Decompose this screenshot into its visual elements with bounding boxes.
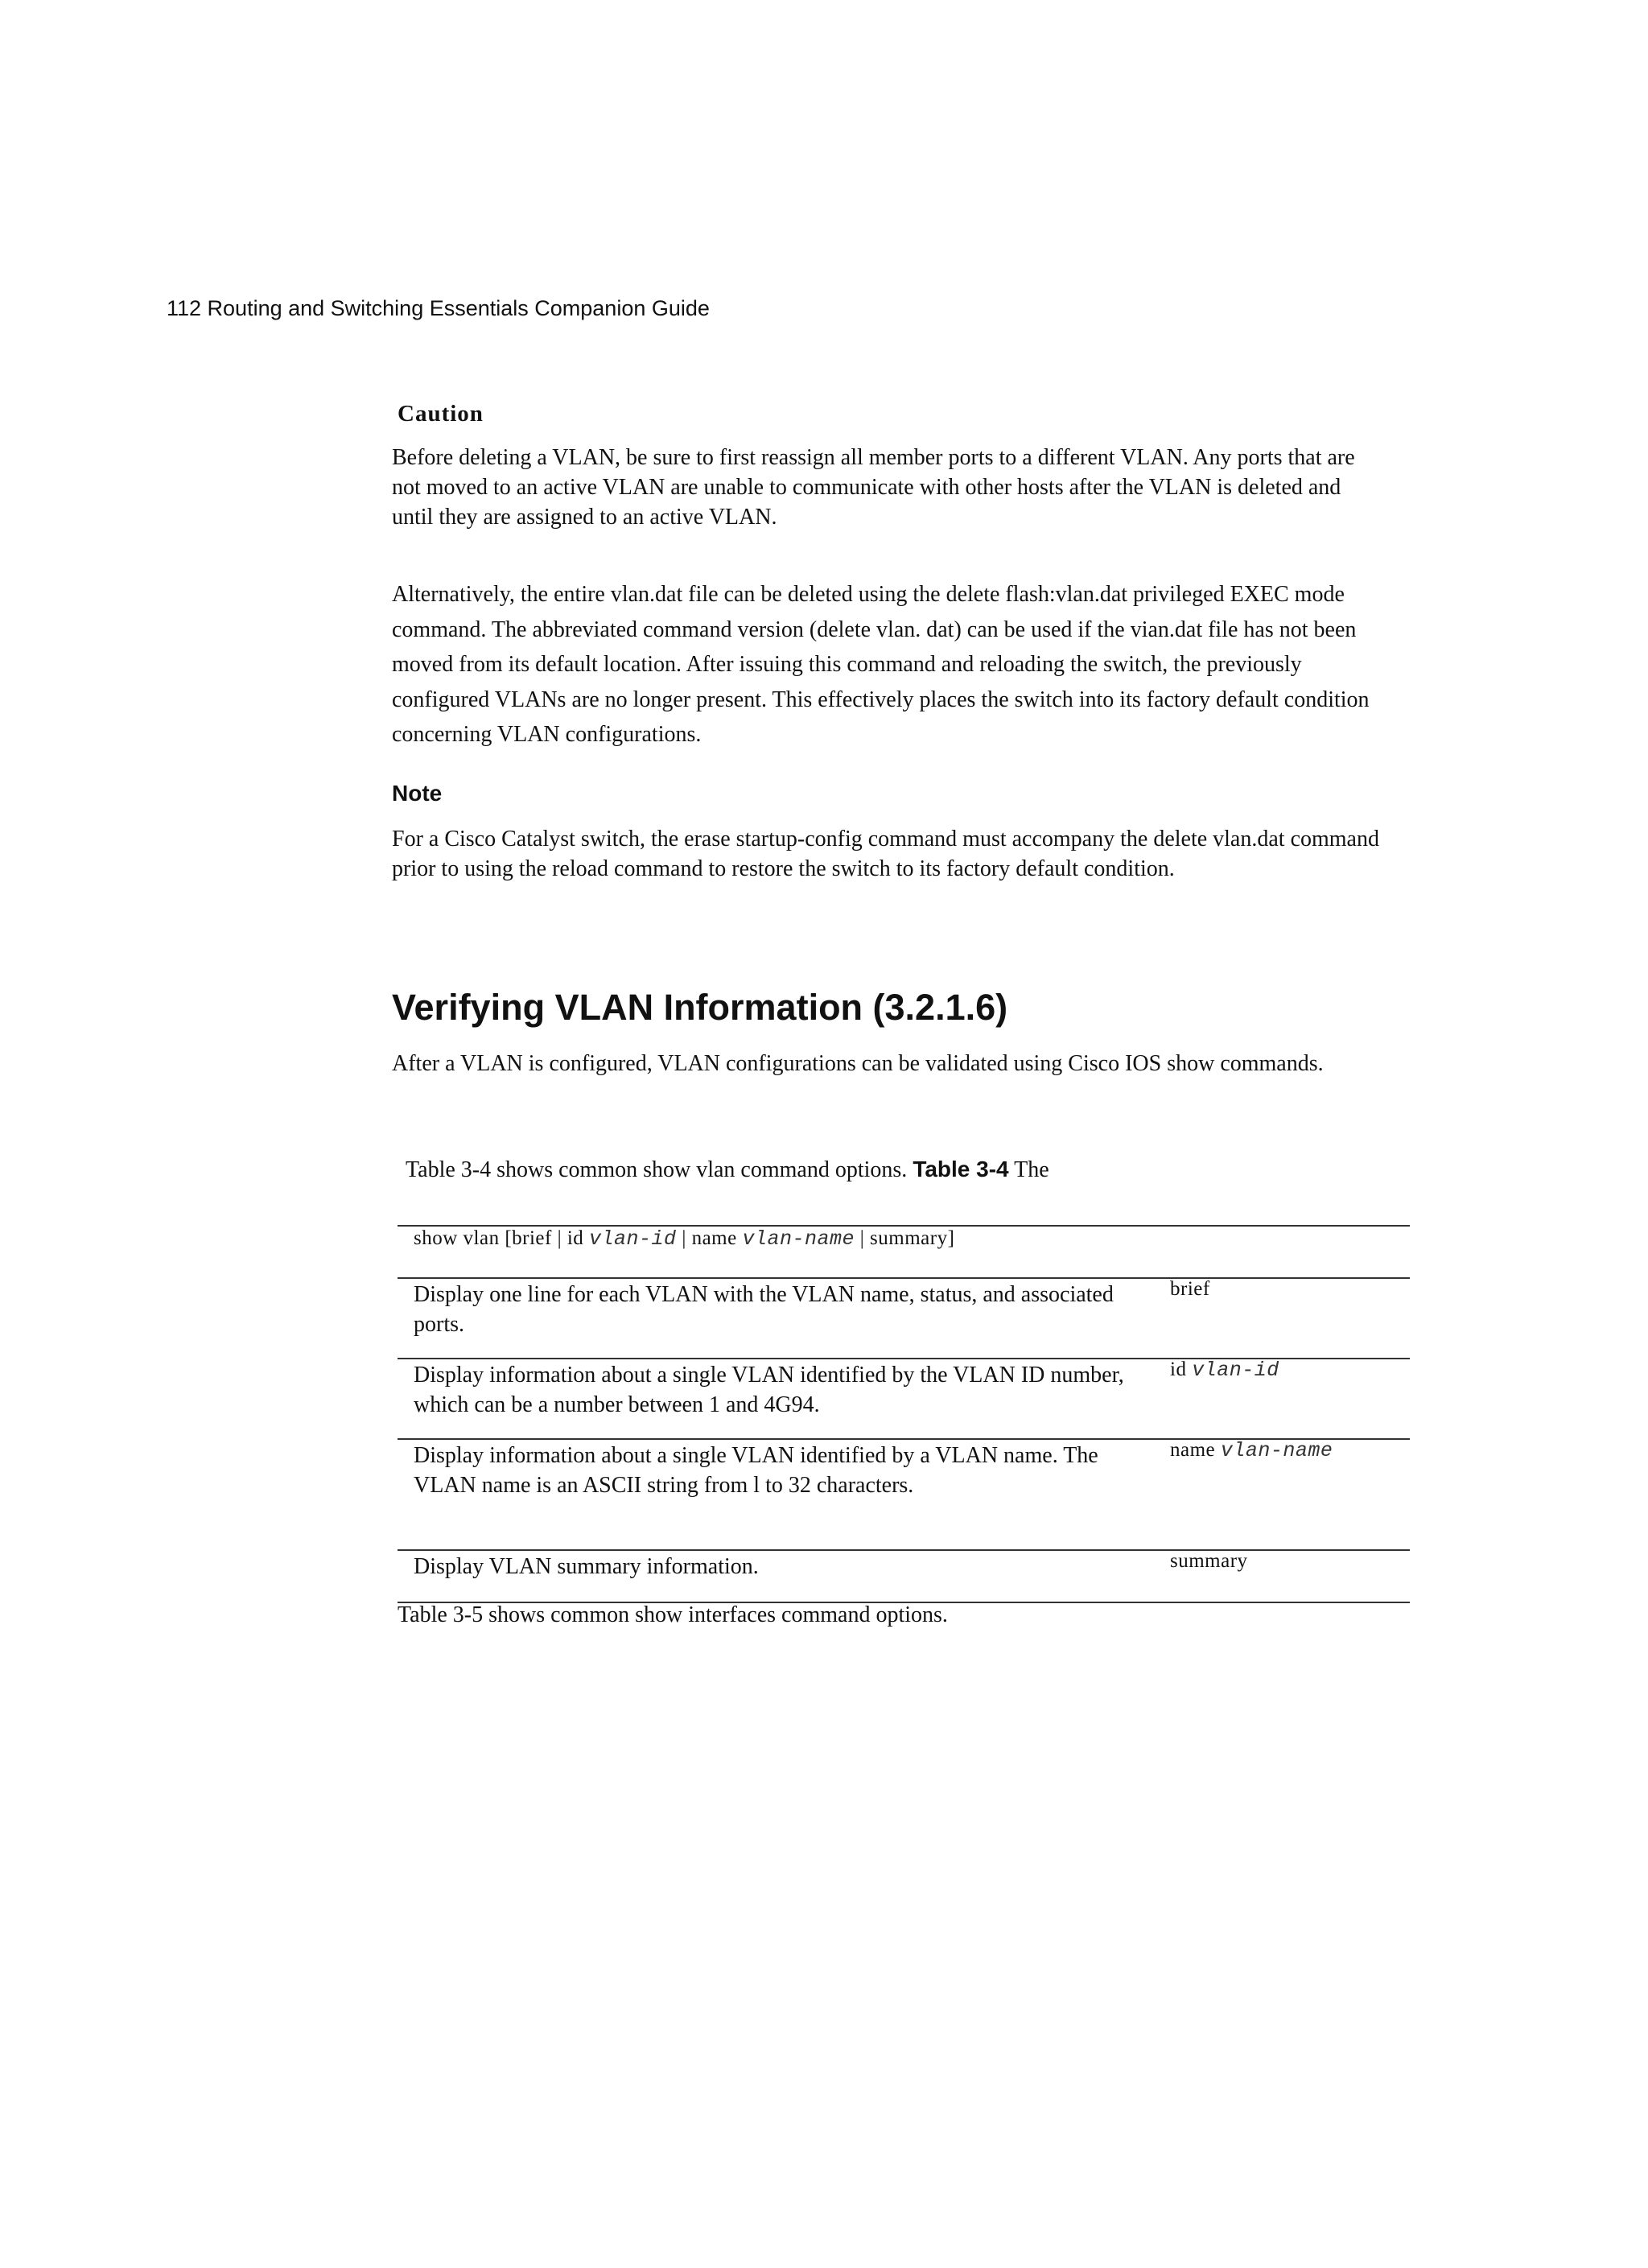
table-row-parameter (1170, 1278, 1210, 1301)
table-intro-after-label: The (1014, 1157, 1049, 1182)
command-syntax (414, 1227, 954, 1251)
table-row-parameter (1170, 1550, 1248, 1573)
table-top-rule (398, 1225, 1410, 1227)
syntax-part: show vlan [brief | id (414, 1227, 584, 1249)
syntax-part: | name (682, 1227, 737, 1249)
table-row-description: Display information about a single VLAN identified by a VLAN name. The VLAN name is an ASCII string from l to 32 characters. (414, 1443, 1098, 1498)
parameter-argument: vlan-id (1192, 1359, 1279, 1382)
table-row-parameter (1170, 1359, 1279, 1382)
parameter-keyword: brief (1170, 1278, 1210, 1300)
caution-text: Before deleting a VLAN, be sure to first reassign all member ports to a different VLAN. Any ports that are not moved to an active VLAN are unable to communicate with other hosts after the VLAN is deleted and until they are assigned to an active VLAN. (392, 445, 1355, 530)
parameter-keyword: id (1170, 1359, 1187, 1380)
table-row-description: Display one line for each VLAN with the VLAN name, status, and associated ports. (414, 1282, 1114, 1337)
parameter-argument: vlan-name (1220, 1439, 1333, 1462)
after-table-text: Table 3-5 shows common show interfaces command options. (398, 1602, 948, 1627)
body-paragraph: Alternatively, the entire vlan.dat file can be deleted using the delete flash:vlan.dat privileged EXEC mode command. The abbreviated command version (delete vlan. dat) can be used if the vian.dat file has not been moved from its default location. After issuing this command and reloading the switch, the previously configured VLANs are no longer present. This effectively places the switch into its factory default condition concerning VLAN configurations. (392, 582, 1370, 747)
table-intro (406, 1157, 1049, 1183)
syntax-part: | summary] (859, 1227, 955, 1249)
parameter-keyword: summary (1170, 1550, 1248, 1572)
table-row-description: Display information about a single VLAN identified by the VLAN ID number, which can be a number between 1 and 4G94. (414, 1363, 1124, 1417)
table-label: Table 3-4 (913, 1157, 1009, 1181)
syntax-argument: vlan-name (742, 1227, 855, 1251)
table-row-description: Display VLAN summary information. (414, 1554, 759, 1579)
table-row-divider (398, 1277, 1410, 1279)
parameter-keyword: name (1170, 1439, 1216, 1461)
section-heading: Verifying VLAN Information (3.2.1.6) (392, 987, 1008, 1028)
note-text: For a Cisco Catalyst switch, the erase startup-config command must accompany the delete vlan.dat command prior to using the reload command to restore the switch to its factory default condition. (392, 827, 1379, 881)
table-intro-text: Table 3-4 shows common show vlan command options. (406, 1157, 908, 1182)
syntax-argument: vlan-id (589, 1227, 677, 1251)
running-head: 112 Routing and Switching Essentials Companion Guide (167, 296, 710, 320)
section-intro: After a VLAN is configured, VLAN configurations can be validated using Cisco IOS show commands. (392, 1051, 1324, 1076)
note-title: Note (392, 781, 443, 806)
table-row-divider (398, 1549, 1410, 1551)
caution-title: Caution (398, 401, 484, 427)
table-row-parameter (1170, 1439, 1333, 1462)
